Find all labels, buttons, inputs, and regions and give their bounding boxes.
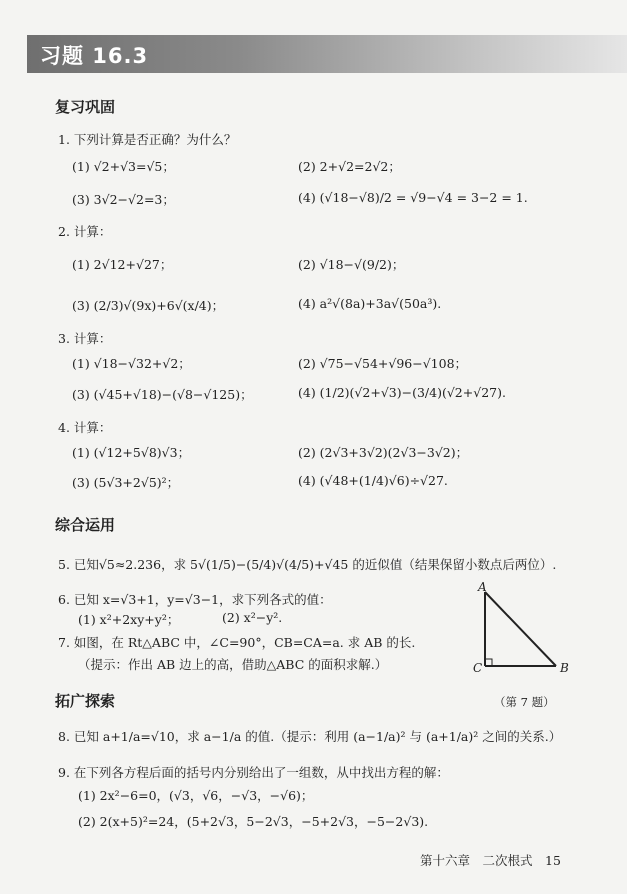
question-7: 7. 如图，在 Rt△ABC 中，∠C=90°，CB=CA=a. 求 AB 的长.: [58, 635, 416, 650]
exercise-title: 习题 16.3: [40, 44, 149, 68]
q4-item-1: (1) (√12+5√8)√3；: [72, 445, 191, 460]
q3-item-4: (4) (1/2)(√2+√3)−(3/4)(√2+√27).: [298, 385, 506, 400]
q4-item-4: (4) (√48+(1/4)√6)÷√27.: [298, 473, 448, 488]
question-2: 2. 计算：: [58, 224, 112, 239]
right-angle-mark: [485, 659, 492, 666]
q2-item-2: (2) √18−√(9/2)；: [298, 257, 405, 272]
section-heading-comprehensive: 综合运用: [55, 516, 116, 534]
q7-hint: （提示：作出 AB 边上的高，借助△ABC 的面积求解.）: [78, 657, 388, 672]
question-3: 3. 计算：: [58, 331, 112, 346]
question-8: 8. 已知 a+1/a=√10，求 a−1/a 的值.（提示：利用 (a−1/a)² 与 (a+1/a)² 之间的关系.）: [58, 729, 562, 744]
q4-item-2: (2) (2√3+3√2)(2√3−3√2)；: [298, 445, 469, 460]
section-heading-review: 复习巩固: [55, 98, 116, 116]
question-9: 9. 在下列各方程后面的括号内分别给出了一组数，从中找出方程的解：: [58, 765, 449, 780]
question-4: 4. 计算：: [58, 420, 112, 435]
vertex-label-c: C: [473, 661, 483, 675]
q1-item-4: (4) (√18−√8)/2 = √9−√4 = 3−2 = 1.: [298, 190, 528, 205]
question-1: 1. 下列计算是否正确？为什么？: [58, 132, 237, 147]
q2-item-3: (3) (2/3)√(9x)+6√(x/4)；: [72, 298, 225, 313]
q9-item-2: (2) 2(x+5)²=24，(5+2√3，5−2√3，−5+2√3，−5−2√3).: [78, 814, 429, 829]
q2-item-1: (1) 2√12+√27；: [72, 257, 173, 272]
section-heading-extension: 拓广探索: [55, 692, 116, 710]
triangle-side-ab: [485, 592, 556, 666]
q6-item-2: (2) x²−y².: [222, 610, 283, 625]
q3-item-1: (1) √18−√32+√2；: [72, 356, 191, 371]
figure-caption: （第 7 题）: [494, 695, 555, 709]
q6-item-1: (1) x²+2xy+y²；: [78, 612, 180, 627]
vertex-label-a: A: [478, 580, 487, 594]
question-6: 6. 已知 x=√3+1，y=√3−1，求下列各式的值：: [58, 592, 332, 607]
q9-item-1: (1) 2x²−6=0，(√3，√6，−√3，−√6)；: [78, 788, 314, 803]
q3-item-3: (3) (√45+√18)−(√8−√125)；: [72, 387, 253, 402]
q1-item-2: (2) 2+√2=2√2；: [298, 159, 401, 174]
q2-item-4: (4) a²√(8a)+3a√(50a³).: [298, 296, 442, 311]
q1-item-1: (1) √2+√3=√5；: [72, 159, 175, 174]
question-5: 5. 已知√5≈2.236，求 5√(1/5)−(5/4)√(4/5)+√45 的近似值（结果保留小数点后两位）.: [58, 557, 557, 572]
q4-item-3: (3) (5√3+2√5)²；: [72, 475, 180, 490]
page-footer: 第十六章 二次根式 15: [420, 853, 561, 868]
q3-item-2: (2) √75−√54+√96−√108；: [298, 356, 468, 371]
q1-item-3: (3) 3√2−√2=3；: [72, 192, 175, 207]
vertex-label-b: B: [560, 661, 569, 675]
